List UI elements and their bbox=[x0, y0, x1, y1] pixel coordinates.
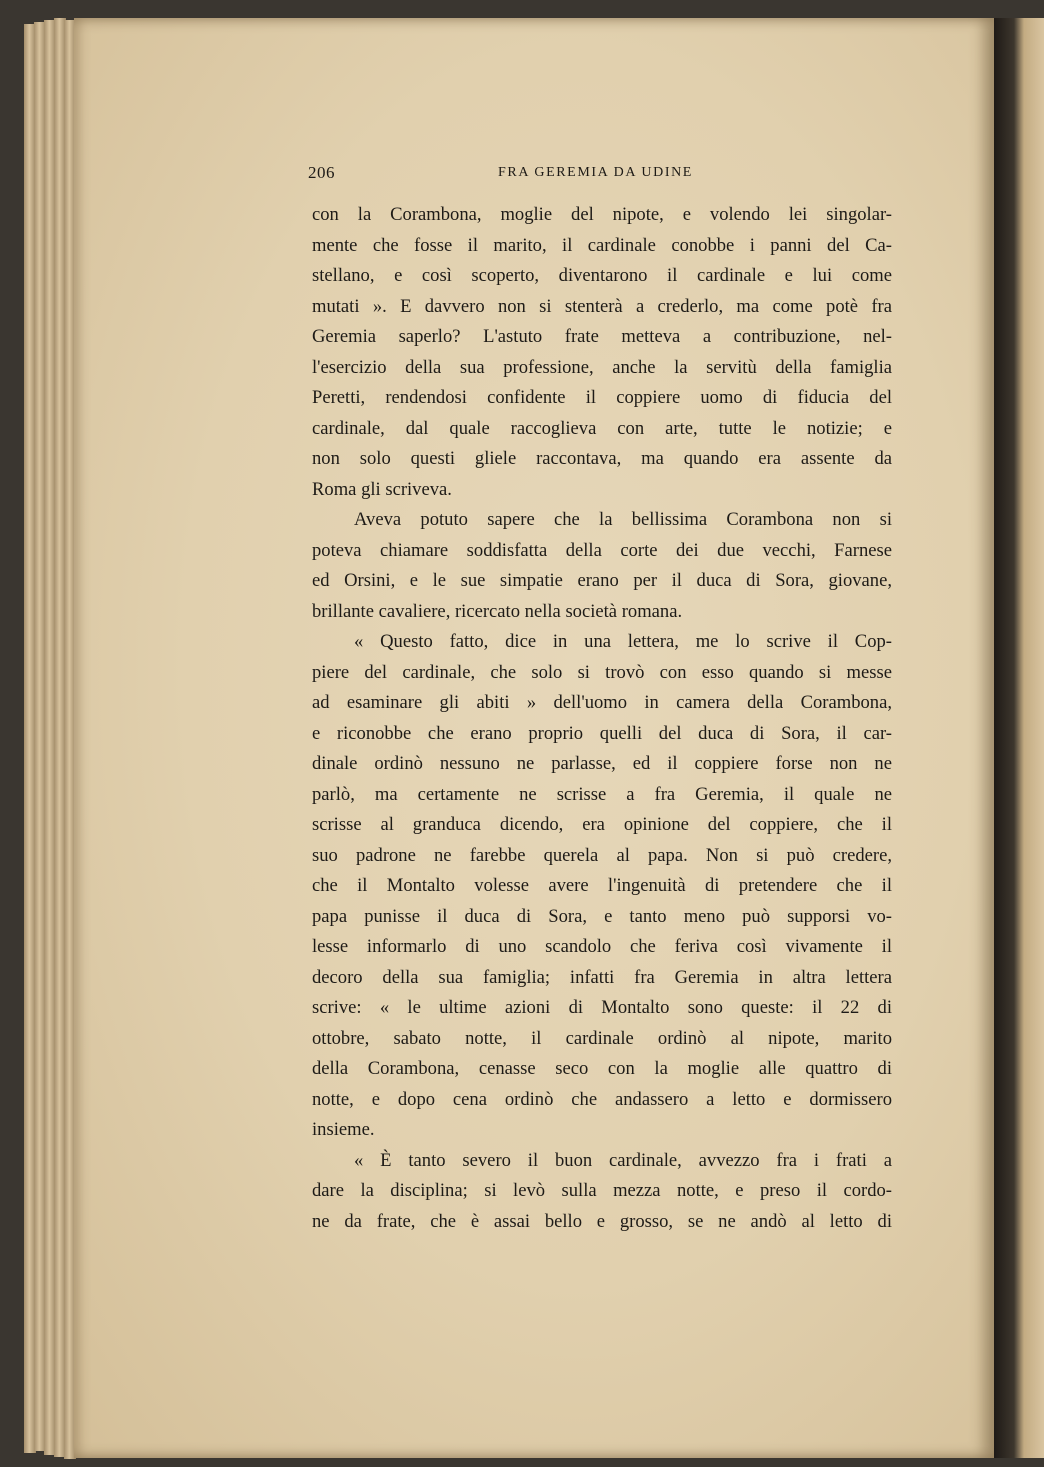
text-line: ottobre, sabato notte, il cardinale ordinò al nipote, marito bbox=[312, 1027, 892, 1049]
text-line: mutati ». E davvero non si stenterà a crederlo, ma come potè fra bbox=[312, 295, 892, 317]
text-line: notte, e dopo cena ordinò che andassero a letto e dormissero bbox=[312, 1088, 892, 1110]
text-line: ed Orsini, e le sue simpatie erano per il duca di Sora, giovane, bbox=[312, 570, 892, 591]
text-line: che il Montalto volesse avere l'ingenuità di pretendere che il bbox=[312, 875, 892, 896]
text-line: cardinale, dal quale raccoglieva con arte, tutte le notizie; e bbox=[312, 417, 892, 439]
text-line: Aveva potuto sapere che la bellissima Corambona non si bbox=[354, 509, 892, 530]
text-line: brillante cavaliere, ricercato nella società romana. bbox=[312, 600, 683, 622]
running-title: FRA GEREMIA DA UDINE bbox=[498, 165, 693, 180]
text-line: papa punisse il duca di Sora, e tanto meno può supporsi vo- bbox=[312, 905, 892, 927]
text-line: mente che fosse il marito, il cardinale conobbe i panni del Ca- bbox=[312, 234, 892, 256]
text-line: ne da frate, che è assai bello e grosso, se ne andò al letto di bbox=[312, 1210, 892, 1232]
text-line: scrive: « le ultime azioni di Montalto sono queste: il 22 di bbox=[312, 997, 892, 1018]
text-line: dare la disciplina; si levò sulla mezza notte, e preso il cordo- bbox=[312, 1180, 892, 1201]
text-line: Peretti, rendendosi confidente il coppiere uomo di fiducia del bbox=[312, 387, 892, 408]
text-line: l'esercizio della sua professione, anche la servitù della famiglia bbox=[312, 356, 892, 378]
text-line: poteva chiamare soddisfatta della corte dei due vecchi, Farnese bbox=[312, 539, 892, 561]
text-line: lesse informarlo di uno scandolo che feriva così vivamente il bbox=[312, 936, 892, 957]
text-line: parlò, ma certamente ne scrisse a fra Geremia, il quale ne bbox=[312, 783, 892, 805]
text-line: ad esaminare gli abiti » dell'uomo in camera della Corambona, bbox=[312, 692, 892, 713]
text-line: con la Corambona, moglie del nipote, e volendo lei singolar- bbox=[312, 204, 892, 225]
text-line: Roma gli scriveva. bbox=[312, 478, 452, 500]
text-line: e riconobbe che erano proprio quelli del duca di Sora, il car- bbox=[312, 722, 892, 744]
text-line: « Questo fatto, dice in una lettera, me lo scrive il Cop- bbox=[354, 631, 892, 652]
text-line: insieme. bbox=[312, 1119, 375, 1140]
book-gutter bbox=[994, 18, 1044, 1458]
text-line: scrisse al granduca dicendo, era opinione del coppiere, che il bbox=[312, 814, 892, 835]
body-text bbox=[312, 200, 892, 1237]
text-line: stellano, e così scoperto, diventarono il cardinale e lui come bbox=[312, 265, 892, 286]
text-line: non solo questi gliele raccontava, ma quando era assente da bbox=[312, 448, 892, 469]
text-line: « È tanto severo il buon cardinale, avvezzo fra i frati a bbox=[354, 1149, 892, 1171]
text-line: suo padrone ne farebbe querela al papa. Non si può credere, bbox=[312, 844, 892, 866]
page-header bbox=[308, 163, 708, 189]
text-line: piere del cardinale, che solo si trovò con esso quando si messe bbox=[312, 661, 892, 683]
text-line: della Corambona, cenasse seco con la moglie alle quattro di bbox=[312, 1058, 892, 1079]
text-line: Geremia saperlo? L'astuto frate metteva a contribuzione, nel- bbox=[312, 326, 892, 347]
text-line: decoro della sua famiglia; infatti fra Geremia in altra lettera bbox=[312, 966, 892, 988]
page-number: 206 bbox=[308, 163, 335, 182]
text-line: dinale ordinò nessuno ne parlasse, ed il coppiere forse non ne bbox=[312, 753, 892, 774]
